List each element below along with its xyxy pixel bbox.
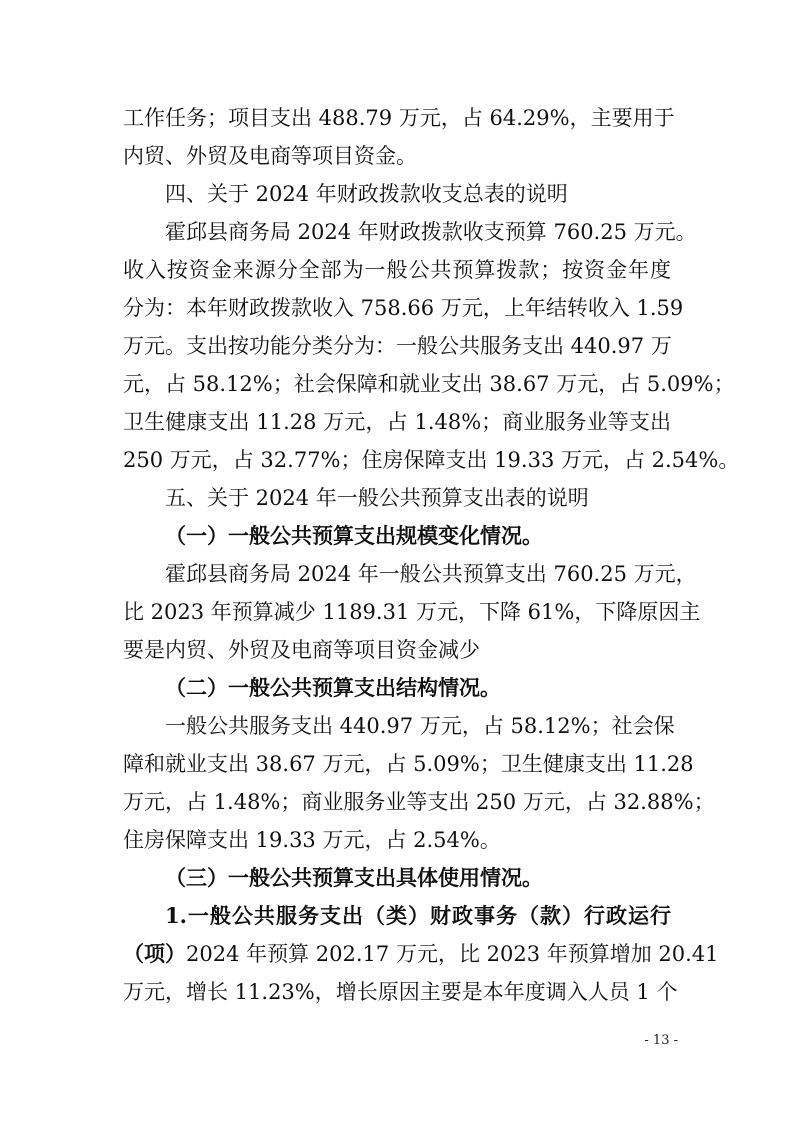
body-text-line: 障和就业支出 38.67 万元，占 5.09%；卫生健康支出 11.28 — [123, 752, 694, 776]
section-heading-five: 五、关于 2024 年一般公共预算支出表的说明 — [165, 486, 589, 510]
body-text-line: 住房保障支出 19.33 万元，占 2.54%。 — [123, 828, 501, 852]
body-text-line: 比 2023 年预算减少 1189.31 万元，下降 61%，下降原因主 — [123, 600, 701, 624]
body-text-line: 要是内贸、外贸及电商等项目资金减少 — [123, 638, 480, 662]
body-text-line: 内贸、外贸及电商等项目资金。 — [123, 144, 417, 168]
body-text-line: 收入按资金来源分全部为一般公共预算拨款；按资金年度 — [123, 258, 671, 282]
body-text-line: 卫生健康支出 11.28 万元，占 1.48%；商业服务业等支出 — [123, 410, 671, 434]
body-text-line: 霍邱县商务局 2024 年财政拨款收支预算 760.25 万元。 — [165, 220, 697, 244]
body-text-line-with-bold-prefix — [123, 936, 719, 972]
body-text-line: 250 万元，占 32.77%；住房保障支出 19.33 万元，占 2.54%。 — [123, 448, 740, 472]
subheading-one: （一）一般公共预算支出规模变化情况。 — [165, 523, 543, 548]
body-text-line: 万元。支出按功能分类分为：一般公共服务支出 440.97 万 — [123, 334, 672, 358]
item-heading-one: 1.一般公共服务支出（类）财政事务（款）行政运行 — [165, 903, 671, 928]
subheading-two: （二）一般公共预算支出结构情况。 — [165, 675, 501, 700]
body-text-line: 万元，占 1.48%；商业服务业等支出 250 万元，占 32.88%； — [123, 790, 715, 814]
body-text-line: 工作任务；项目支出 488.79 万元，占 64.29%，主要用于 — [123, 106, 675, 130]
page-number: - 13 - — [644, 1033, 678, 1048]
body-text-line: 一般公共服务支出 440.97 万元，占 58.12%；社会保 — [165, 714, 675, 738]
bold-prefix-xiang: （项） — [123, 941, 186, 966]
body-text-line: 元，占 58.12%；社会保障和就业支出 38.67 万元，占 5.09%； — [123, 372, 735, 396]
section-heading-four: 四、关于 2024 年财政拨款收支总表的说明 — [165, 182, 568, 206]
body-text-remainder: 2024 年预算 202.17 万元，比 2023 年预算增加 20.41 — [186, 942, 719, 966]
body-text-line: 霍邱县商务局 2024 年一般公共预算支出 760.25 万元， — [165, 562, 697, 586]
body-text-line: 万元，增长 11.23%，增长原因主要是本年度调入人员 1 个 — [123, 980, 678, 1004]
subheading-three: （三）一般公共预算支出具体使用情况。 — [165, 865, 543, 890]
body-text-line: 分为：本年财政拨款收入 758.66 万元，上年结转收入 1.59 — [123, 296, 684, 320]
